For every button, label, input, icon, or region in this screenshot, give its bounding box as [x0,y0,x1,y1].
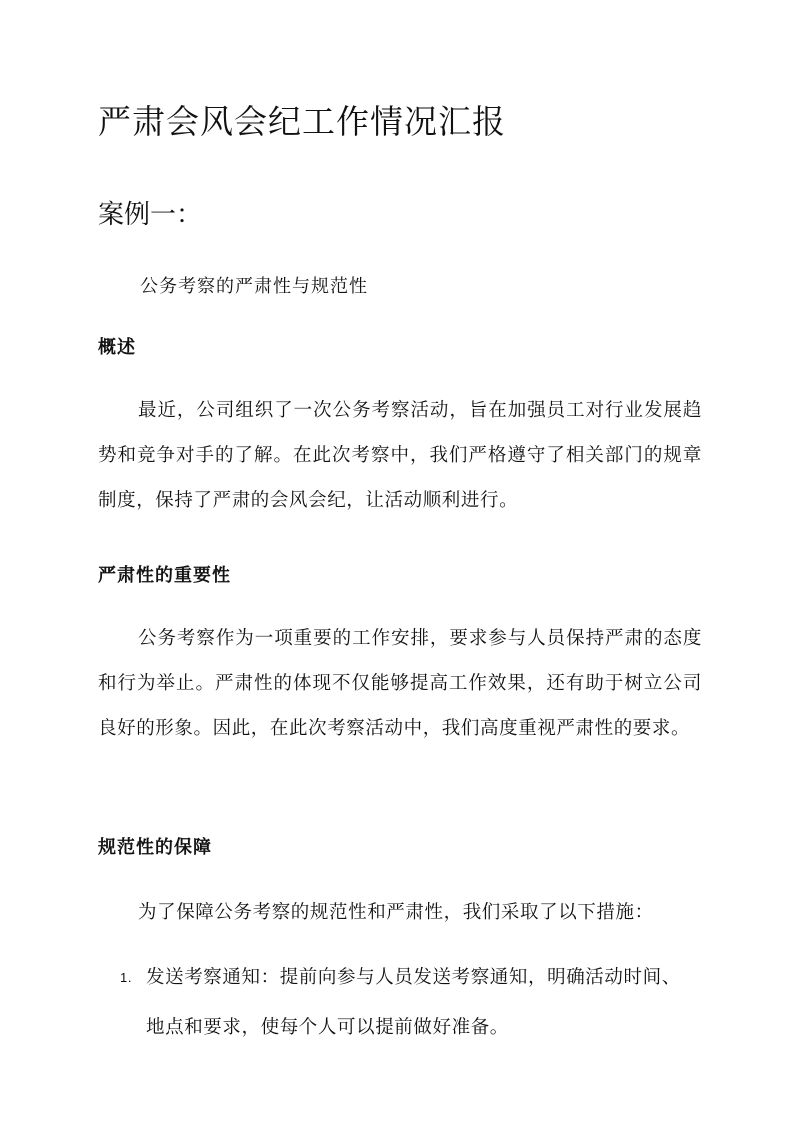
section-heading-overview: 概述 [98,337,136,358]
document-title: 严肃会风会纪工作情况汇报 [98,102,506,141]
paragraph-seriousness: 公务考察作为一项重要的工作安排，要求参与人员保持严肃的态度和行为举止。严肃性的体现不仅能够提高工作效果，还有助于树立公司良好的形象。因此，在此次考察活动中，我们高度重视严肃性的要求。 [98,628,702,739]
list-item [98,953,702,1053]
paragraph-standards: 为了保障公务考察的规范性和严肃性，我们采取了以下措施： [138,902,654,923]
paragraph-overview: 最近，公司组织了一次公务考察活动，旨在加强员工对行业发展趋势和竞争对手的了解。在此次考察中，我们严格遵守了相关部门的规章制度，保持了严肃的会风会纪，让活动顺利进行。 [98,400,702,511]
section-heading-seriousness: 严肃性的重要性 [98,565,231,586]
case-heading: 案例一： [98,200,203,230]
list-item-text: 发送考察通知：提前向参与人员发送考察通知，明确活动时间、地点和要求，使每个人可以提前做好准备。 [146,967,681,1038]
measures-list [98,953,702,1053]
list-item-number: 1. [120,970,133,985]
section-heading-standards: 规范性的保障 [98,837,212,858]
case-subtitle: 公务考察的严肃性与规范性 [140,276,368,297]
